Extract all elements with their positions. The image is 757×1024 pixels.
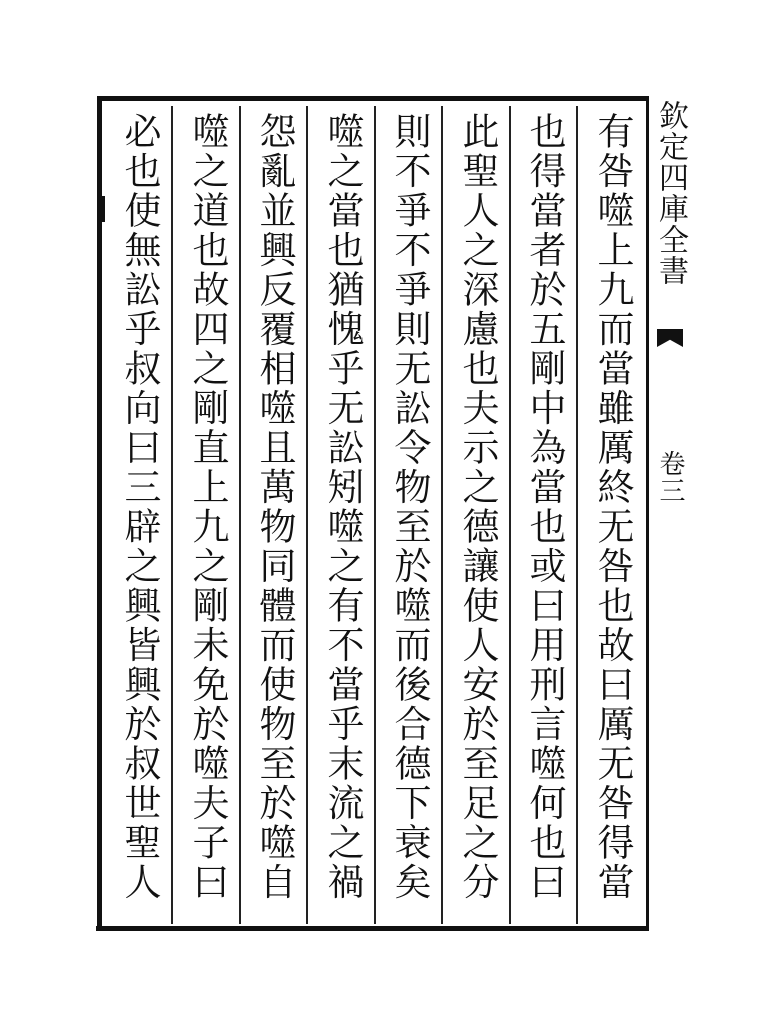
frame-bottom-rule [96,926,648,931]
page-margin [650,100,690,900]
text-column-6: 怨亂並興反覆相噬且萬物同體而使物至於噬自 [253,112,296,902]
text-column-7: 噬之道也故四之剛直上九之剛未免於噬夫子曰 [186,112,229,902]
text-column-1: 有咎噬上九而當雖厲終无咎也故曰厲无咎得當 [591,112,634,902]
text-column-2: 也得當者於五剛中為當也或曰用刑言噬何也曰 [523,112,566,902]
margin-mark [99,196,105,222]
juan-number: 卷三 [655,450,685,504]
column-separator [441,106,443,924]
text-column-4: 則不爭不爭則无訟令物至於噬而後合德下衰矣 [388,112,431,902]
column-separator [306,106,308,924]
book-title: 欽定四庫全書 [653,100,688,286]
column-separator [239,106,241,924]
column-separator [171,106,173,924]
column-separator [576,106,578,924]
text-column-8: 必也使無訟乎叔向曰三辟之興皆興於叔世聖人 [118,112,161,902]
frame-right-rule [646,96,649,931]
column-separator [509,106,511,924]
column-separator [374,106,376,924]
text-column-5: 噬之當也猶愧乎无訟矧噬之有不當乎末流之禍 [321,112,364,902]
frame-top-rule [100,96,648,101]
text-column-3: 此聖人之深慮也夫示之德讓使人安於至足之分 [456,112,499,902]
fish-tail-mark [657,329,683,347]
